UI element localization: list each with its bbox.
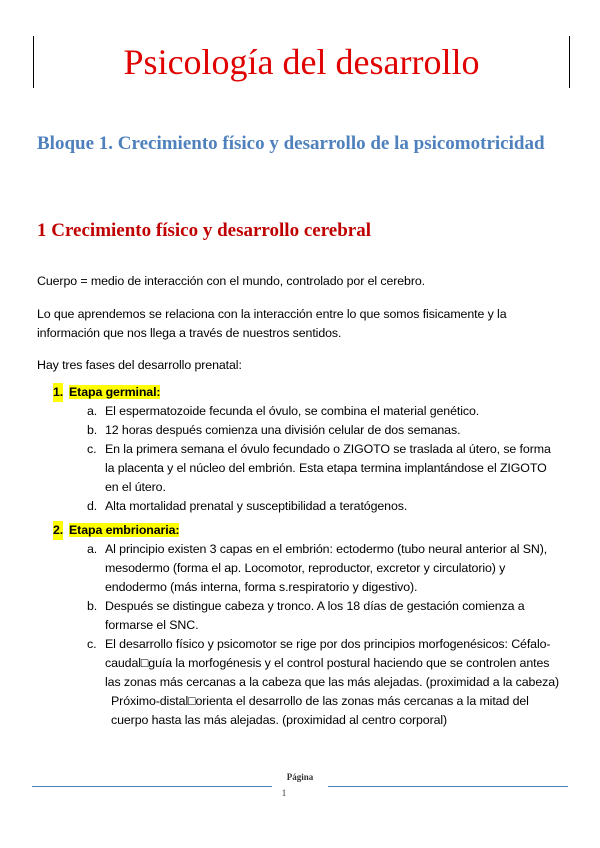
stage-heading (37, 521, 562, 540)
list-item (37, 402, 562, 421)
list-item-text: El espermatozoide fecunda el óvulo, se combina el material genético. (105, 404, 480, 418)
footer-page-number: 1 (281, 788, 287, 798)
stage-embrionaria (37, 521, 562, 730)
list-marker: d. (87, 499, 98, 513)
list-item-text: Al principio existen 3 capas en el embrión: ectodermo (tubo neural anterior al SN), mesodermo (forma el ap. Locomotor, reproductor, excretor y circulatorio) y endodermo (más interna, forma s.respiratorio y digestivo). (105, 542, 548, 594)
list-marker: c. (87, 637, 97, 651)
list-marker: b. (87, 423, 98, 437)
stage-label: Etapa germinal: (69, 385, 161, 399)
list-marker: c. (87, 442, 97, 456)
stage-heading (37, 383, 562, 402)
list-item-text: En la primera semana el óvulo fecundado o ZIGOTO se traslada al útero, se forma la placenta y el núcleo del embrión. Esta etapa termina implantándose el ZIGOTO en el útero. (105, 442, 551, 494)
stage-germinal (37, 383, 562, 516)
list-item-text: Después se distingue cabeza y tronco. A los 18 días de gestación comienza a formarse el SNC. (105, 599, 525, 632)
document-title: Psicología del desarrollo (123, 42, 480, 82)
list-item-text: Alta mortalidad prenatal y susceptibilidad a teratógenos. (105, 499, 408, 513)
stage-number: 1. (53, 383, 63, 402)
paragraph-interaction: Lo que aprendemos se relaciona con la interacción entre lo que somos fisicamente y la información que nos llega a través de nuestros sentidos. (37, 307, 507, 340)
footer-rule-right (328, 786, 568, 787)
list-item (37, 597, 562, 635)
list-marker: b. (87, 599, 98, 613)
list-marker: a. (87, 404, 98, 418)
stage-label: Etapa embrionaria: (69, 523, 180, 537)
stage-number: 2. (53, 521, 63, 540)
list-item (37, 497, 562, 516)
list-item-text: 12 horas después comienza una división celular de dos semanas. (105, 423, 461, 437)
footer-rule-left (32, 786, 272, 787)
list-item-text: El desarrollo físico y psicomotor se rige por dos principios morfogenésicos: Céfalo-caudal□guía la morfogénesis y el control postural haciendo que se controlen antes las zonas más cercanas a la cabeza que las más alejadas. (proximidad a la cabeza) (105, 637, 560, 689)
list-marker: a. (87, 542, 98, 556)
block-heading: Bloque 1. Crecimiento físico y desarrollo de la psicomotricidad (37, 133, 545, 154)
list-item (37, 421, 562, 440)
list-item-text: Próximo-distal□orienta el desarrollo de las zonas más cercanas a la mitad del cuerpo hasta las más alejadas. (proximidad al centro corporal) (111, 694, 529, 727)
list-item (37, 635, 562, 692)
list-item-continuation (37, 692, 562, 730)
list-item (37, 440, 562, 497)
paragraph-body: Cuerpo = medio de interacción con el mundo, controlado por el cerebro. (37, 274, 426, 288)
section-heading: 1 Crecimiento físico y desarrollo cerebral (37, 220, 371, 241)
paragraph-phases: Hay tres fases del desarrollo prenatal: (37, 358, 242, 372)
title-frame (33, 36, 570, 88)
list-item (37, 540, 562, 597)
footer-page-label: Página (286, 772, 314, 782)
